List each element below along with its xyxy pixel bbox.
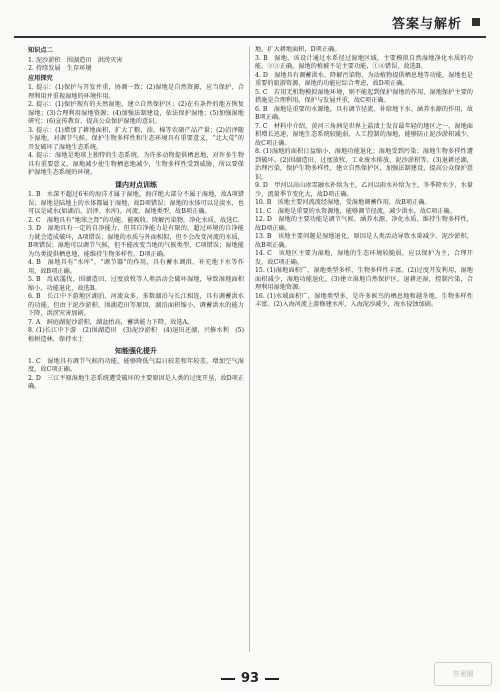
answer-para: 4. D 湿地具有调蓄洪水、降解污染物、为动植物提供栖息地等功能，湿地也是重要的旅游资源，湿地的功能应综合考虑，故D项正确。	[255, 71, 473, 87]
answer-para: 15. (1)湿地面积广，湿地类型多样，生物多样性丰富。(2)过度开发利用，湿地面积减少，湿地功能退化。(3)建立湿地自然保护区，退耕还湿，控制污染，合理利用湿地资源。	[255, 267, 473, 291]
answer-para: 地，扩大耕地面积，D项正确。	[255, 46, 341, 53]
column-divider	[249, 46, 250, 652]
answer-para: 14. C 该地区主要为湿地，湿地的生态环境较脆弱，应以保护为主，合理开发，故C项正确。	[255, 250, 473, 266]
app-para: 4. 提示：湿地是地球上独特的生态系统，为许多动物提供栖息地，对许多生物具有重要意义，湿地减少使生物栖息地减少，生物多样性受到威胁，所以要保护湿地生态系统的环境。	[28, 152, 244, 176]
answer-para: 7. C 材料中介绍，黄河三角洲是世界上盐渍土发育最年轻的地区之一，湿地面积增长迅速，湿地生态系统较脆弱，人工控制的湿地，能够防止泥沙淤积减少，故C项正确。	[255, 122, 473, 147]
drill-para: 3. D 湿地具有一定的自净能力，但其自净能力是有限的，超过环境的自净能力就会造成破坏，A项错误；湿地的水质与外面相似，但不会改变河流的水质，B项错误；湿地可以调节气候，但不能改变当地的气候类型，C项错误；湿地能为鸟类提供栖息地，能维持生物多样性，D项正确。	[28, 225, 244, 258]
kp2-line: 2. 持续发展 生存环境	[28, 65, 92, 72]
drill-para: 5. B 乱砍滥伐、围湖造田、过度放牧等人类活动会破坏湿地，导致湿地面积缩小，功能退化，故选B。	[28, 276, 244, 292]
header-bar	[14, 6, 486, 38]
header-title: 答案与解析	[391, 17, 462, 32]
answer-para: 6. B 湿地是重要的水源地，具有调节径流、补给地下水、涵养水源的作用，故B项正确。	[255, 105, 473, 121]
right-column	[255, 46, 473, 660]
strengthen-para: 1. C 湿地具有调节气候的功能，能够降低气温日较差和年较差，增加空气湿度，故C项正确。	[28, 357, 244, 373]
section-heading-strengthen: 知能强化提升	[115, 347, 157, 355]
app-para: 3. 提示：(1)增加了耕地面积，扩大了粮、油、棉等农副产品产量；(2)沼泽随下湿地，对调节气候，保护生物多样性和生态环境具有重要意义，“北大荒”的开发破坏了湿地生态系统。	[28, 126, 244, 151]
answer-para: 3. B 湿地，该设计通过水系径过湿地区域，主要模拟自然湿地净化水质的功能，②③正确，湿地的植被不是主要功能，①④错误，故选B。	[255, 54, 473, 70]
page-number	[0, 671, 500, 686]
answer-para: 5. C 若用无机物模拟湿地环境，则不能起到保护湿地的作用，湿地保护主要的措施是合理利用、保护与发展并重，故C项正确。	[255, 88, 473, 104]
kp2-line: 1. 泥沙淤积 围湖造田 洪涝灾害	[28, 56, 123, 64]
answer-para: 8. (1)湿地的面积日益缩小，湿地功能退化；湿地受到污染；湿地生物多样性遭到破坏。(2)围湖造田、过度放牧、工业废水排放、泥沙淤积等。(3)退耕还湖，治理污染，保护生物多样性，建立自然保护区，加强法制建设，提高公众保护意识。	[255, 148, 473, 181]
page-number-value: 93	[240, 671, 260, 686]
app-para: 1. 提示：(1)保护与开发并重，协调一致；(2)湿地是自然资源，应当保护、合理利用并重视湿地的环境作用。	[28, 84, 244, 100]
watermark-stamp: 答案圈	[434, 662, 492, 686]
answer-para: 11. C 湿地是重要的水资源地，能够调节径流，减少洪水，故C项正确。	[255, 207, 456, 215]
answer-para: 13. B 该地主要问题是湿地退化，原因是人类活动导致水量减少、泥沙淤积，故B项正确。	[255, 233, 473, 249]
answer-para: 16. (1)水域面积广，湿地类型多，是许多候鸟的栖息地和越冬地，生物多样性丰富。(2)入海河流上游修建水库，入海泥沙减少，海水侵蚀加剧。	[255, 292, 473, 308]
app-heading: 应用探究	[28, 74, 53, 82]
left-column	[28, 46, 244, 660]
kp2-heading: 知识点二	[28, 47, 53, 54]
drill-para: 4. B 湿地具有“水库”、“调节器”的作用，具有蓄水调洪、补充地下水等作用，故B项正确。	[28, 259, 244, 275]
page-number-dash	[221, 678, 235, 680]
drill-para: 8. (1)长江中下游 (2)围湖造田 (3)泥沙淤积 (4)退田还湖，兴修水利 (5)植树造林，保持水土	[28, 327, 244, 343]
answer-para: 10. B 该地主要河流流经湿地，受湿地调蓄作用，故B项正确。	[255, 199, 431, 206]
app-para: 2. 提示：(1)保护现有的天然湿地，建立自然保护区；(2)在有条件的地方恢复湿地；(3)合理利用湿地资源；(4)加强法制建设，依法保护湿地；(5)加强湿地研究；(6)宣传教育，提高公众保护湿地的意识。	[28, 101, 244, 125]
answer-para: 9. D 甲河以高山冰雪融水补给为主，乙河以雨水补给为主，冬季降水少、水量少，流量季节变化大，故D项正确。	[255, 182, 473, 198]
drill-para: 2. C 湿地具有“地球之肾”的功能，能吸收、降解污染物，净化水质，故选C。	[28, 216, 244, 224]
answer-para: 12. D 湿地的主要功能是调节气候、涵养水源、净化水质、维持生物多样性，故D项正确。	[255, 216, 473, 232]
drill-para: 1. B 水深不超过6米的海洋才属于湿地，海洋绝大部分不属于湿地，故A项错误；湿地是陆地上的水体都属于湿地，故D项错误；湿地的水体可以是淡水，也可以是咸水(如湖泊、沼泽、水库)、河流、湿地类型，故B项正确。	[28, 191, 244, 215]
drill-para: 6. B 长江中下游地区湖泊、河流众多，多数湖泊与长江相连，具有调蓄洪水的功能，但由于泥沙淤积、围湖造田等原因，湖泊面积缩小，调蓄洪水的能力下降，洪涝灾害加剧。	[28, 293, 244, 317]
header-marker	[472, 18, 480, 26]
section-heading-drills: 课内对点训练	[115, 180, 157, 189]
strengthen-para: 2. D 三江平原湿地生态系统遭受破坏的主要原因是人类的过度开垦，故D项正确。	[28, 374, 244, 390]
page-number-dash	[265, 678, 279, 680]
drill-para: 7. A 洞庭湖泥沙淤积，湖盆抬高，蓄洪能力下降，故选A。	[28, 318, 194, 326]
